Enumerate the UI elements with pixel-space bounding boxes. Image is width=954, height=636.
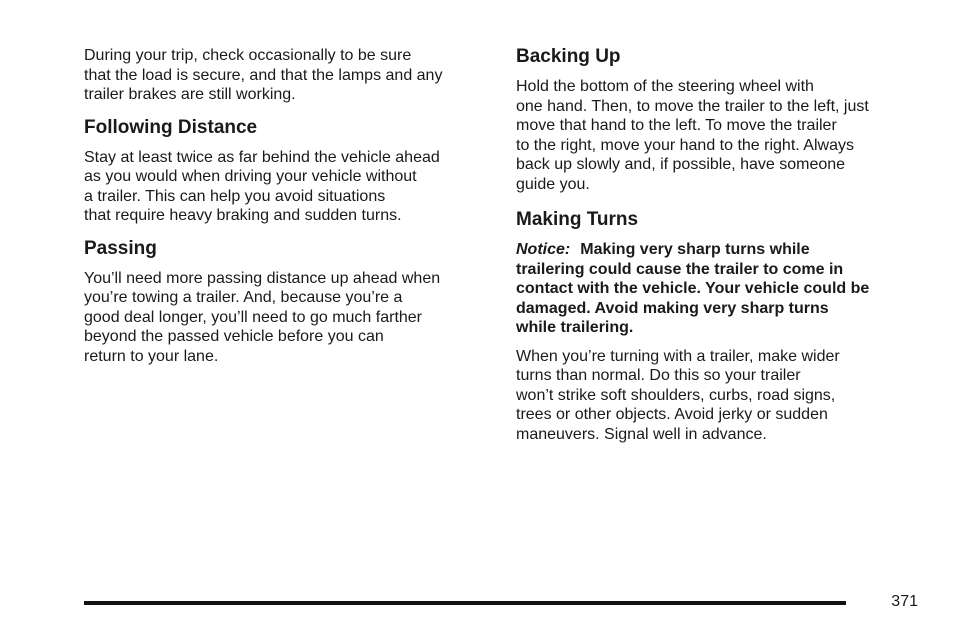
following-distance-paragraph: Stay at least twice as far behind the vehicle ahead as you would when driving your vehicle without a trailer. This can help you avoid situations that require heavy braking and sudden turns. — [84, 148, 440, 224]
making-turns-paragraph: When you’re turning with a trailer, make wider turns than normal. Do this so your trailer won’t strike soft shoulders, curbs, road signs, trees or other objects. Avoid jerky or sudden maneuvers. Signal well in advance. — [516, 347, 840, 443]
left-column — [84, 46, 494, 366]
page-number: 371 — [891, 593, 918, 610]
right-column — [516, 46, 926, 444]
footer-rule — [84, 601, 846, 605]
intro-paragraph: During your trip, check occasionally to be sure that the load is secure, and that the lamps and any trailer brakes are still working. — [84, 47, 443, 103]
passing-heading: Passing — [84, 237, 157, 259]
notice-text: Making very sharp turns while trailering could cause the trailer to come in contact with the vehicle. Your vehicle could be damaged. Avoid making very sharp turns while trailering. — [516, 241, 870, 336]
making-turns-heading: Making Turns — [516, 209, 639, 230]
notice-block — [516, 240, 926, 338]
passing-paragraph: You’ll need more passing distance up ahead when you’re towing a trailer. And, because you’re a good deal longer, you’ll need to go much farther beyond the passed vehicle before you can return to your lane. — [84, 269, 441, 365]
notice-label: Notice: — [516, 241, 571, 258]
following-distance-heading: Following Distance — [84, 116, 258, 138]
backing-up-heading: Backing Up — [516, 46, 621, 67]
backing-up-paragraph: Hold the bottom of the steering wheel with one hand. Then, to move the trailer to the left, just move that hand to the left. To move the trailer to the right, move your hand to the right. Always back up slowly and, if possible, have someone guide you. — [516, 78, 869, 193]
